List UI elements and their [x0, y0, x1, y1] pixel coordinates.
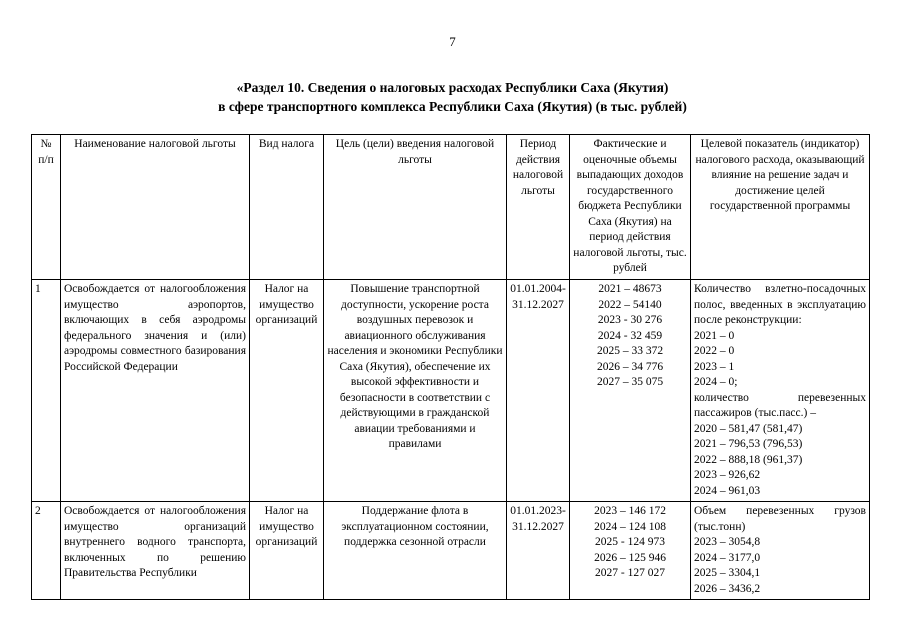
volume-line: 2025 – 33 372: [596, 345, 664, 357]
indicator-line: 2022 – 0: [694, 345, 735, 357]
indicator-line: 2024 – 0;: [694, 376, 738, 388]
volume-line: 2026 – 125 946: [594, 551, 666, 564]
indicator-intro: Количество взлетно-посадочных полос, введенных в эксплуатацию после реконструкции:: [694, 283, 866, 326]
header-goal: Цель (цели) введения налоговой льготы: [324, 135, 507, 280]
cell-tax: Налог на имущество организаций: [250, 502, 324, 600]
cell-name: [61, 502, 250, 600]
indicator-line: 2021 – 796,53 (796,53): [694, 438, 803, 450]
cell-volumes: [570, 280, 691, 502]
header-num: № п/п: [32, 135, 61, 280]
tax-expenditure-table: [31, 134, 870, 600]
volume-line: 2024 - 32 459: [597, 329, 663, 342]
header-volumes: Фактические и оценочные объемы выпадающих доходов государственного бюджета Республики Саха (Якутия) на период действия налоговой льготы, тыс. рублей: [570, 135, 691, 280]
indicator-line: 2020 – 581,47 (581,47): [694, 422, 803, 435]
cell-volumes: [570, 502, 691, 600]
indicator-line: 2025 – 3304,1: [694, 567, 761, 579]
volume-line: 2024 – 124 108: [594, 520, 666, 533]
cell-goal: Поддержание флота в эксплуатационном состоянии, поддержка сезонной отрасли: [324, 502, 507, 600]
volume-line: 2027 - 127 027: [595, 567, 665, 579]
title-line-2: в сфере транспортного комплекса Республики Саха (Якутия) (в тыс. рублей): [218, 99, 687, 114]
volume-line: 2025 - 124 973: [595, 536, 665, 548]
indicator-line: 2023 – 3054,8: [694, 536, 761, 548]
volume-line: 2022 – 54140: [598, 298, 662, 311]
cell-tax: Налог на имущество организаций: [250, 280, 324, 502]
cell-name-text: Освобождается от налогообложения имущество организаций внутреннего водного транспорта, включенных по решению Правительства Республики: [64, 505, 246, 579]
title-line-1: «Раздел 10. Сведения о налоговых расходах Республики Саха (Якутия): [236, 80, 669, 95]
cell-indicator: [691, 280, 870, 502]
indicator-line: 2024 – 961,03: [694, 484, 761, 497]
indicator-line: 2022 – 888,18 (961,37): [694, 453, 803, 466]
cell-num: 2: [32, 502, 61, 600]
indicator-intro-2: количество перевезенных пассажиров (тыс.пасс.) –: [694, 391, 866, 419]
cell-goal: Повышение транспортной доступности, ускорение роста воздушных перевозок и авиационного обслуживания населения и экономики Республики Саха (Якутия), обеспечение их высокой эффективности и безопасности в соответствии с действующими в гражданской авиации требованиями и правилами: [324, 280, 507, 502]
volume-line: 2021 – 48673: [598, 283, 662, 295]
table-row: [32, 502, 870, 600]
cell-period: 01.01.2023-31.12.2027: [507, 502, 570, 600]
header-indicator: Целевой показатель (индикатор) налогового расхода, оказывающий влияние на решение задач и достижение целей государственной программы: [691, 135, 870, 280]
header-name: Наименование налоговой льготы: [61, 135, 250, 280]
header-tax: Вид налога: [250, 135, 324, 280]
volume-line: 2027 – 35 075: [596, 376, 664, 388]
table-header-row: [32, 135, 870, 280]
page-number: 7: [449, 34, 456, 49]
cell-period: 01.01.2004-31.12.2027: [507, 280, 570, 502]
indicator-line: 2021 – 0: [694, 329, 735, 342]
indicator-line: 2023 – 1: [694, 360, 735, 373]
volume-line: 2023 – 146 172: [594, 505, 666, 517]
cell-name: Освобождается от налогообложения имущество аэропортов, включающих в себя аэродромы федерального значения и (или) аэродромы совместного базирования Российской Федерации: [61, 280, 250, 502]
document-title: [0, 78, 905, 116]
header-period: Период действия налоговой льготы: [507, 135, 570, 280]
cell-num: 1: [32, 280, 61, 502]
table-row: [32, 280, 870, 502]
indicator-line: 2024 – 3177,0: [694, 551, 761, 564]
cell-indicator: [691, 502, 870, 600]
volume-line: 2026 – 34 776: [596, 360, 664, 373]
volume-line: 2023 - 30 276: [597, 314, 663, 326]
indicator-intro: Объем перевезенных грузов (тыс.тонн): [694, 505, 866, 533]
indicator-line: 2026 – 3436,2: [694, 582, 761, 595]
indicator-line: 2023 – 926,62: [694, 469, 761, 481]
